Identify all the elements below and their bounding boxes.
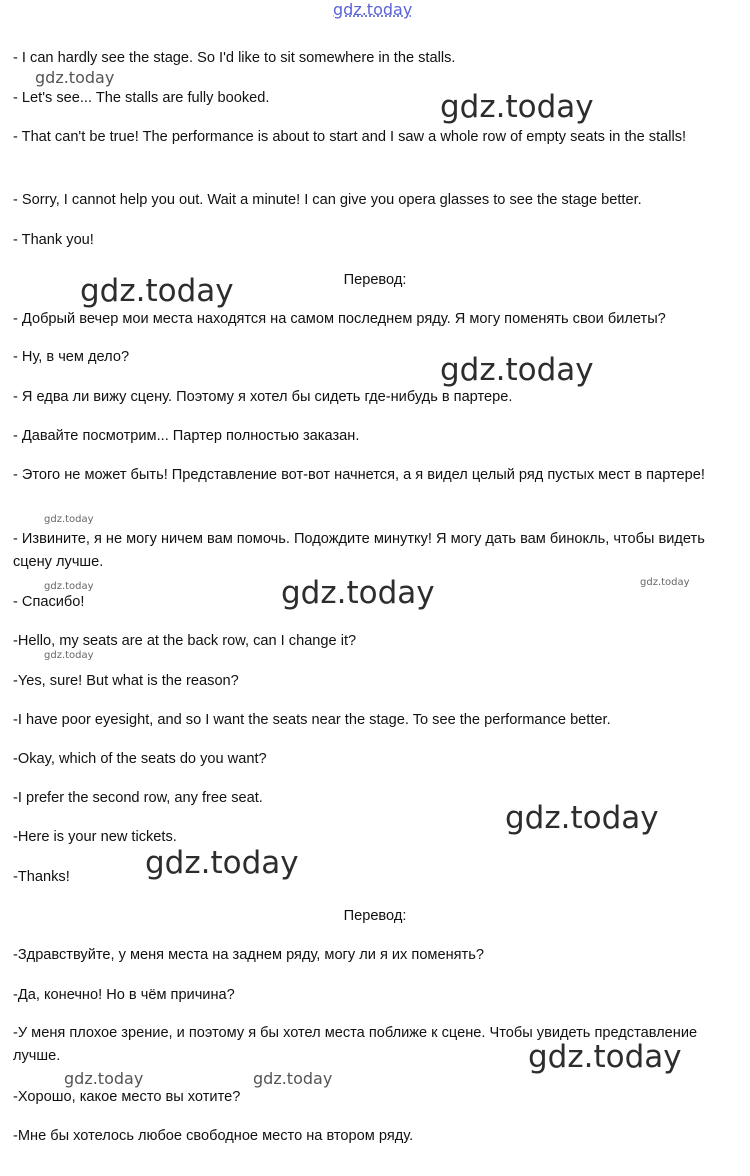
watermark: gdz.today — [440, 352, 594, 388]
dialogue-line: - That can't be true! The performance is about to start and I saw a whole row of empty seats in the stalls! — [13, 129, 687, 145]
watermark: gdz.today — [281, 575, 435, 611]
dialogue-line: - Этого не может быть! Представление вот-вот начнется, а я видел целый ряд пустых мест в партере! — [13, 467, 705, 483]
dialogue-line: - Извините, я не могу ничем вам помочь. Подождите минутку! Я могу дать вам бинокль, чтобы видеть сцену лучше. — [13, 531, 705, 570]
dialogue-line: - Let's see... The stalls are fully booked. — [13, 90, 270, 106]
watermark: gdz.today — [44, 650, 94, 661]
dialogue-line: -Мне бы хотелось любое свободное место на втором ряду. — [13, 1128, 414, 1144]
watermark: gdz.today — [505, 800, 659, 836]
dialogue-line: - Спасибо! — [13, 594, 85, 610]
dialogue-line: -Yes, sure! But what is the reason? — [13, 673, 239, 689]
dialogue-line: - Sorry, I cannot help you out. Wait a minute! I can give you opera glasses to see the stage better. — [13, 192, 642, 208]
dialogue-line: -I have poor eyesight, and so I want the seats near the stage. To see the performance better. — [13, 712, 611, 728]
dialogue-line: -Thanks! — [13, 869, 70, 885]
watermark: gdz.today — [640, 577, 690, 588]
dialogue-line: -Hello, my seats are at the back row, can I change it? — [13, 633, 357, 649]
watermark: gdz.today — [80, 273, 234, 309]
watermark: gdz.today — [64, 1069, 144, 1088]
dialogue-line: - Добрый вечер мои места находятся на самом последнем ряду. Я могу поменять свои билеты? — [13, 311, 666, 327]
watermark: gdz.today — [44, 581, 94, 592]
dialogue-line: - Ну, в чем дело? — [13, 349, 130, 365]
watermark: gdz.today — [145, 845, 299, 881]
watermark: gdz.today — [253, 1069, 333, 1088]
watermark-header: gdz.today — [333, 0, 413, 19]
dialogue-line: -Okay, which of the seats do you want? — [13, 751, 267, 767]
dialogue-line: -У меня плохое зрение, и поэтому я бы хотел места поближе к сцене. Чтобы увидеть представление лучше. — [13, 1025, 698, 1064]
dialogue-line: - Давайте посмотрим... Партер полностью заказан. — [13, 428, 360, 444]
dialogue-line: -I prefer the second row, any free seat. — [13, 790, 263, 806]
dialogue-line: -Here is your new tickets. — [13, 829, 177, 845]
translation-heading: Перевод: — [343, 908, 407, 924]
dialogue-line: -Да, конечно! Но в чём причина? — [13, 987, 235, 1003]
watermark: gdz.today — [528, 1039, 682, 1075]
dialogue-line: - Thank you! — [13, 232, 94, 248]
watermark: gdz.today — [440, 89, 594, 125]
watermark: gdz.today — [35, 68, 115, 87]
watermark: gdz.today — [44, 514, 94, 525]
dialogue-line: - Я едва ли вижу сцену. Поэтому я хотел бы сидеть где-нибудь в партере. — [13, 389, 513, 405]
dialogue-line: -Здравствуйте, у меня места на заднем ряду, могу ли я их поменять? — [13, 947, 484, 963]
dialogue-line: -Хорошо, какое место вы хотите? — [13, 1089, 241, 1105]
dialogue-line: - I can hardly see the stage. So I'd like to sit somewhere in the stalls. — [13, 50, 456, 66]
translation-heading: Перевод: — [343, 272, 407, 288]
